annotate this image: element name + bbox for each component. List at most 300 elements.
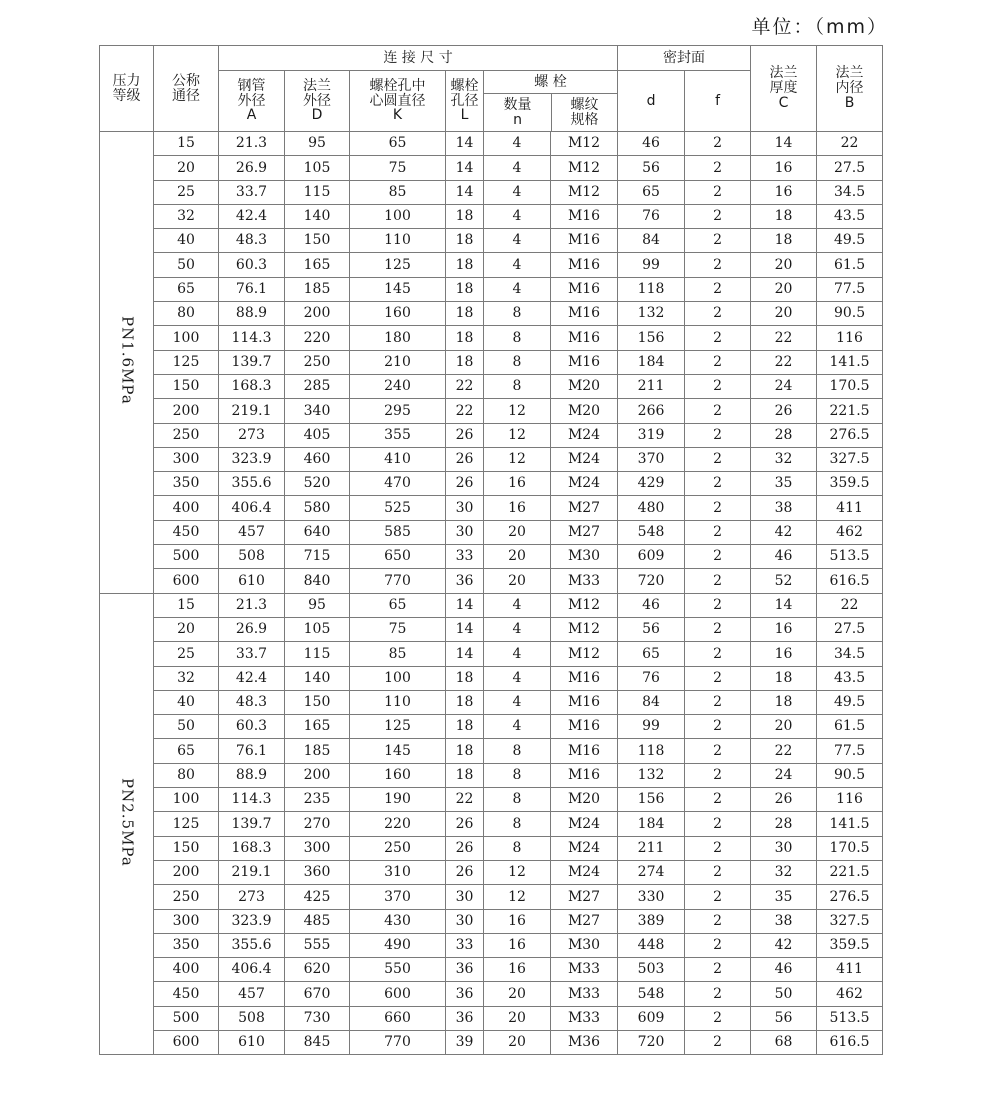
cell-nominal-diameter: 100	[154, 326, 219, 350]
cell-flange-inner-diameter: 27.5	[817, 617, 883, 641]
cell-bolt-circle: 600	[350, 982, 446, 1006]
cell-flange-thickness: 22	[751, 326, 817, 350]
cell-pipe-od: 610	[219, 569, 285, 593]
cell-nominal-diameter: 250	[154, 885, 219, 909]
cell-nominal-diameter: 15	[154, 132, 219, 156]
cell-pipe-od: 33.7	[219, 642, 285, 666]
cell-nominal-diameter: 25	[154, 642, 219, 666]
cell-seal-f: 2	[685, 1030, 751, 1054]
cell-pipe-od: 42.4	[219, 666, 285, 690]
cell-flange-thickness: 18	[751, 690, 817, 714]
cell-seal-d: 56	[618, 617, 685, 641]
cell-nominal-diameter: 65	[154, 277, 219, 301]
cell-bolt-circle: 550	[350, 958, 446, 982]
cell-seal-d: 99	[618, 715, 685, 739]
table-row	[100, 229, 883, 253]
cell-flange-inner-diameter: 462	[817, 520, 883, 544]
cell-flange-thickness: 20	[751, 253, 817, 277]
table-row	[100, 958, 883, 982]
table-row	[100, 569, 883, 593]
cell-flange-od: 270	[285, 812, 350, 836]
cell-nominal-diameter: 100	[154, 788, 219, 812]
cell-bolt-count: 4	[484, 156, 551, 180]
cell-bolt-hole: 33	[446, 933, 484, 957]
cell-nominal-diameter: 125	[154, 812, 219, 836]
cell-bolt-spec: M24	[551, 447, 618, 471]
cell-bolt-hole: 18	[446, 326, 484, 350]
table-row	[100, 447, 883, 471]
cell-bolt-circle: 210	[350, 350, 446, 374]
cell-seal-d: 429	[618, 472, 685, 496]
cell-flange-od: 485	[285, 909, 350, 933]
cell-bolt-hole: 22	[446, 374, 484, 398]
cell-bolt-count: 16	[484, 933, 551, 957]
cell-pipe-od: 139.7	[219, 350, 285, 374]
cell-bolt-circle: 660	[350, 1006, 446, 1030]
cell-nominal-diameter: 300	[154, 909, 219, 933]
cell-seal-d: 99	[618, 253, 685, 277]
cell-seal-d: 330	[618, 885, 685, 909]
cell-pipe-od: 26.9	[219, 156, 285, 180]
cell-bolt-spec: M16	[551, 763, 618, 787]
cell-bolt-spec: M27	[551, 520, 618, 544]
table-row	[100, 423, 883, 447]
cell-bolt-count: 8	[484, 812, 551, 836]
cell-seal-d: 609	[618, 545, 685, 569]
cell-nominal-diameter: 32	[154, 204, 219, 228]
cell-flange-thickness: 18	[751, 229, 817, 253]
cell-flange-od: 845	[285, 1030, 350, 1054]
table-row	[100, 715, 883, 739]
cell-flange-od: 165	[285, 253, 350, 277]
cell-bolt-hole: 14	[446, 156, 484, 180]
cell-nominal-diameter: 15	[154, 593, 219, 617]
cell-pipe-od: 406.4	[219, 496, 285, 520]
cell-bolt-hole: 26	[446, 812, 484, 836]
cell-flange-inner-diameter: 34.5	[817, 180, 883, 204]
cell-flange-thickness: 32	[751, 860, 817, 884]
cell-seal-d: 132	[618, 302, 685, 326]
cell-pipe-od: 355.6	[219, 933, 285, 957]
cell-bolt-spec: M33	[551, 958, 618, 982]
cell-nominal-diameter: 150	[154, 374, 219, 398]
cell-bolt-hole: 36	[446, 569, 484, 593]
table-row	[100, 617, 883, 641]
cell-flange-od: 840	[285, 569, 350, 593]
cell-seal-d: 548	[618, 982, 685, 1006]
cell-bolt-circle: 295	[350, 399, 446, 423]
cell-seal-f: 2	[685, 496, 751, 520]
table-row	[100, 836, 883, 860]
cell-nominal-diameter: 25	[154, 180, 219, 204]
cell-bolt-circle: 110	[350, 229, 446, 253]
cell-seal-d: 609	[618, 1006, 685, 1030]
header-bolts	[484, 71, 618, 132]
cell-pipe-od: 60.3	[219, 715, 285, 739]
cell-flange-thickness: 46	[751, 545, 817, 569]
cell-nominal-diameter: 450	[154, 982, 219, 1006]
cell-bolt-spec: M20	[551, 399, 618, 423]
cell-nominal-diameter: 125	[154, 350, 219, 374]
cell-flange-od: 555	[285, 933, 350, 957]
cell-pipe-od: 508	[219, 545, 285, 569]
cell-flange-inner-diameter: 90.5	[817, 302, 883, 326]
table-row	[100, 885, 883, 909]
header-nominal-diameter: 公称 通径	[154, 46, 219, 132]
cell-bolt-hole: 14	[446, 617, 484, 641]
cell-nominal-diameter: 300	[154, 447, 219, 471]
cell-flange-od: 425	[285, 885, 350, 909]
cell-seal-f: 2	[685, 132, 751, 156]
cell-seal-f: 2	[685, 277, 751, 301]
cell-flange-thickness: 24	[751, 763, 817, 787]
cell-flange-thickness: 16	[751, 642, 817, 666]
cell-bolt-spec: M20	[551, 788, 618, 812]
cell-bolt-circle: 470	[350, 472, 446, 496]
cell-bolt-spec: M33	[551, 569, 618, 593]
cell-pipe-od: 114.3	[219, 326, 285, 350]
table-row	[100, 326, 883, 350]
cell-pipe-od: 88.9	[219, 763, 285, 787]
cell-nominal-diameter: 32	[154, 666, 219, 690]
cell-bolt-circle: 160	[350, 302, 446, 326]
cell-flange-inner-diameter: 170.5	[817, 374, 883, 398]
header-bolt-circle: 螺栓孔中 心圆直径 K	[350, 71, 446, 132]
table-row	[100, 204, 883, 228]
table-row	[100, 302, 883, 326]
header-sealing-face: 密封面	[618, 46, 751, 71]
cell-pipe-od: 273	[219, 885, 285, 909]
cell-nominal-diameter: 250	[154, 423, 219, 447]
cell-seal-f: 2	[685, 617, 751, 641]
cell-seal-d: 84	[618, 690, 685, 714]
cell-pipe-od: 508	[219, 1006, 285, 1030]
cell-seal-f: 2	[685, 520, 751, 544]
table-row	[100, 933, 883, 957]
cell-flange-inner-diameter: 49.5	[817, 690, 883, 714]
cell-bolt-hole: 36	[446, 1006, 484, 1030]
cell-bolt-count: 20	[484, 545, 551, 569]
cell-flange-inner-diameter: 170.5	[817, 836, 883, 860]
cell-bolt-circle: 370	[350, 885, 446, 909]
cell-flange-thickness: 20	[751, 277, 817, 301]
cell-flange-thickness: 38	[751, 909, 817, 933]
cell-flange-od: 360	[285, 860, 350, 884]
cell-bolt-circle: 145	[350, 739, 446, 763]
cell-bolt-circle: 100	[350, 666, 446, 690]
cell-nominal-diameter: 600	[154, 1030, 219, 1054]
cell-bolt-spec: M16	[551, 350, 618, 374]
flange-spec-table	[99, 45, 883, 1055]
cell-pipe-od: 457	[219, 520, 285, 544]
cell-flange-od: 285	[285, 374, 350, 398]
cell-bolt-hole: 14	[446, 593, 484, 617]
cell-bolt-circle: 310	[350, 860, 446, 884]
cell-nominal-diameter: 200	[154, 860, 219, 884]
cell-flange-od: 730	[285, 1006, 350, 1030]
cell-flange-inner-diameter: 49.5	[817, 229, 883, 253]
cell-bolt-hole: 18	[446, 715, 484, 739]
cell-flange-inner-diameter: 61.5	[817, 253, 883, 277]
cell-flange-od: 140	[285, 666, 350, 690]
cell-flange-od: 620	[285, 958, 350, 982]
cell-bolt-spec: M24	[551, 423, 618, 447]
cell-bolt-count: 12	[484, 423, 551, 447]
cell-pipe-od: 323.9	[219, 447, 285, 471]
cell-bolt-spec: M24	[551, 860, 618, 884]
cell-pipe-od: 168.3	[219, 836, 285, 860]
cell-bolt-circle: 85	[350, 180, 446, 204]
cell-seal-d: 503	[618, 958, 685, 982]
table-row	[100, 788, 883, 812]
cell-nominal-diameter: 500	[154, 545, 219, 569]
cell-seal-f: 2	[685, 666, 751, 690]
table-row	[100, 132, 883, 156]
cell-pipe-od: 610	[219, 1030, 285, 1054]
cell-bolt-circle: 585	[350, 520, 446, 544]
cell-flange-od: 235	[285, 788, 350, 812]
cell-flange-inner-diameter: 411	[817, 496, 883, 520]
cell-bolt-circle: 145	[350, 277, 446, 301]
cell-bolt-count: 4	[484, 666, 551, 690]
cell-seal-f: 2	[685, 739, 751, 763]
table-row	[100, 472, 883, 496]
cell-pipe-od: 21.3	[219, 593, 285, 617]
cell-seal-f: 2	[685, 860, 751, 884]
cell-flange-inner-diameter: 616.5	[817, 1030, 883, 1054]
cell-bolt-circle: 100	[350, 204, 446, 228]
cell-flange-thickness: 14	[751, 593, 817, 617]
cell-seal-d: 65	[618, 180, 685, 204]
cell-flange-inner-diameter: 22	[817, 593, 883, 617]
unit-label: 单位：（mm）	[751, 16, 888, 38]
cell-flange-od: 140	[285, 204, 350, 228]
cell-flange-od: 105	[285, 617, 350, 641]
cell-flange-thickness: 35	[751, 472, 817, 496]
cell-seal-f: 2	[685, 447, 751, 471]
cell-seal-f: 2	[685, 812, 751, 836]
cell-bolt-count: 4	[484, 204, 551, 228]
table-row	[100, 763, 883, 787]
cell-bolt-count: 8	[484, 788, 551, 812]
cell-bolt-count: 20	[484, 1006, 551, 1030]
cell-flange-thickness: 26	[751, 788, 817, 812]
table-row	[100, 860, 883, 884]
cell-bolt-spec: M12	[551, 132, 618, 156]
cell-flange-thickness: 52	[751, 569, 817, 593]
cell-flange-inner-diameter: 141.5	[817, 350, 883, 374]
header-seal-d: d	[618, 71, 685, 132]
table-body	[100, 132, 883, 1055]
cell-bolt-hole: 36	[446, 982, 484, 1006]
cell-bolt-hole: 14	[446, 180, 484, 204]
cell-flange-inner-diameter: 43.5	[817, 204, 883, 228]
table-row	[100, 545, 883, 569]
cell-bolt-count: 12	[484, 860, 551, 884]
cell-flange-inner-diameter: 61.5	[817, 715, 883, 739]
cell-bolt-spec: M16	[551, 739, 618, 763]
cell-bolt-count: 12	[484, 399, 551, 423]
cell-bolt-count: 8	[484, 350, 551, 374]
cell-bolt-circle: 65	[350, 593, 446, 617]
cell-nominal-diameter: 80	[154, 302, 219, 326]
header-bolt-spec: 螺纹 规格	[570, 96, 599, 128]
cell-bolt-spec: M30	[551, 545, 618, 569]
cell-seal-f: 2	[685, 642, 751, 666]
cell-bolt-count: 16	[484, 958, 551, 982]
cell-flange-od: 580	[285, 496, 350, 520]
cell-flange-inner-diameter: 462	[817, 982, 883, 1006]
cell-pipe-od: 406.4	[219, 958, 285, 982]
cell-pipe-od: 168.3	[219, 374, 285, 398]
cell-bolt-hole: 26	[446, 860, 484, 884]
table-row	[100, 180, 883, 204]
table-row	[100, 666, 883, 690]
cell-seal-d: 184	[618, 350, 685, 374]
cell-pipe-od: 60.3	[219, 253, 285, 277]
cell-bolt-spec: M24	[551, 836, 618, 860]
cell-flange-od: 165	[285, 715, 350, 739]
header-bolt-hole: 螺栓 孔径 L	[446, 71, 484, 132]
cell-flange-inner-diameter: 34.5	[817, 642, 883, 666]
cell-bolt-spec: M27	[551, 885, 618, 909]
cell-pipe-od: 355.6	[219, 472, 285, 496]
cell-flange-thickness: 32	[751, 447, 817, 471]
cell-bolt-count: 4	[484, 253, 551, 277]
cell-bolt-spec: M16	[551, 204, 618, 228]
cell-bolt-count: 8	[484, 836, 551, 860]
cell-flange-od: 200	[285, 302, 350, 326]
cell-pipe-od: 76.1	[219, 277, 285, 301]
cell-pipe-od: 88.9	[219, 302, 285, 326]
cell-bolt-circle: 770	[350, 1030, 446, 1054]
table-row	[100, 690, 883, 714]
cell-bolt-hole: 33	[446, 545, 484, 569]
cell-bolt-circle: 220	[350, 812, 446, 836]
cell-flange-thickness: 16	[751, 617, 817, 641]
cell-seal-d: 211	[618, 374, 685, 398]
cell-flange-thickness: 28	[751, 423, 817, 447]
cell-bolt-hole: 18	[446, 204, 484, 228]
cell-seal-d: 56	[618, 156, 685, 180]
cell-pipe-od: 33.7	[219, 180, 285, 204]
cell-flange-inner-diameter: 141.5	[817, 812, 883, 836]
cell-seal-d: 480	[618, 496, 685, 520]
cell-seal-f: 2	[685, 982, 751, 1006]
cell-seal-f: 2	[685, 253, 751, 277]
cell-flange-thickness: 68	[751, 1030, 817, 1054]
header-flange-od: 法兰 外径 D	[285, 71, 350, 132]
cell-bolt-hole: 18	[446, 739, 484, 763]
cell-flange-thickness: 46	[751, 958, 817, 982]
cell-seal-d: 184	[618, 812, 685, 836]
table-row	[100, 374, 883, 398]
table-row	[100, 593, 883, 617]
cell-flange-inner-diameter: 221.5	[817, 860, 883, 884]
cell-bolt-spec: M27	[551, 496, 618, 520]
cell-nominal-diameter: 400	[154, 496, 219, 520]
cell-seal-d: 46	[618, 132, 685, 156]
cell-seal-f: 2	[685, 326, 751, 350]
cell-bolt-spec: M16	[551, 715, 618, 739]
header-connection-dimensions: 连 接 尺 寸	[219, 46, 618, 71]
cell-bolt-circle: 160	[350, 763, 446, 787]
table-row	[100, 739, 883, 763]
cell-seal-d: 76	[618, 666, 685, 690]
cell-flange-inner-diameter: 27.5	[817, 156, 883, 180]
cell-flange-inner-diameter: 276.5	[817, 423, 883, 447]
cell-bolt-circle: 525	[350, 496, 446, 520]
header-pressure-grade: 压力 等级	[100, 46, 154, 132]
cell-nominal-diameter: 50	[154, 715, 219, 739]
cell-seal-d: 720	[618, 569, 685, 593]
table-row	[100, 909, 883, 933]
cell-flange-inner-diameter: 221.5	[817, 399, 883, 423]
cell-flange-thickness: 18	[751, 204, 817, 228]
cell-bolt-hole: 18	[446, 666, 484, 690]
cell-seal-f: 2	[685, 302, 751, 326]
cell-bolt-count: 8	[484, 374, 551, 398]
cell-bolt-count: 12	[484, 885, 551, 909]
cell-seal-f: 2	[685, 690, 751, 714]
pressure-grade-cell: PN2.5MPa	[100, 593, 154, 1055]
cell-seal-f: 2	[685, 229, 751, 253]
cell-flange-inner-diameter: 77.5	[817, 739, 883, 763]
cell-bolt-circle: 250	[350, 836, 446, 860]
table-row	[100, 156, 883, 180]
cell-bolt-count: 4	[484, 690, 551, 714]
cell-bolt-count: 4	[484, 642, 551, 666]
cell-bolt-count: 4	[484, 229, 551, 253]
cell-seal-f: 2	[685, 909, 751, 933]
cell-flange-od: 115	[285, 642, 350, 666]
cell-seal-f: 2	[685, 374, 751, 398]
cell-seal-d: 211	[618, 836, 685, 860]
cell-seal-d: 46	[618, 593, 685, 617]
cell-bolt-spec: M30	[551, 933, 618, 957]
cell-flange-od: 185	[285, 739, 350, 763]
pressure-grade-cell: PN1.6MPa	[100, 132, 154, 594]
cell-bolt-count: 4	[484, 180, 551, 204]
cell-flange-inner-diameter: 327.5	[817, 909, 883, 933]
cell-nominal-diameter: 20	[154, 156, 219, 180]
cell-seal-d: 720	[618, 1030, 685, 1054]
cell-flange-od: 670	[285, 982, 350, 1006]
table-row	[100, 253, 883, 277]
cell-bolt-circle: 355	[350, 423, 446, 447]
cell-nominal-diameter: 400	[154, 958, 219, 982]
cell-seal-d: 274	[618, 860, 685, 884]
cell-bolt-count: 8	[484, 326, 551, 350]
header-bolts-title: 螺 栓	[484, 71, 617, 94]
cell-nominal-diameter: 600	[154, 569, 219, 593]
cell-flange-thickness: 18	[751, 666, 817, 690]
cell-nominal-diameter: 500	[154, 1006, 219, 1030]
cell-flange-od: 150	[285, 229, 350, 253]
cell-flange-inner-diameter: 327.5	[817, 447, 883, 471]
cell-flange-inner-diameter: 276.5	[817, 885, 883, 909]
cell-bolt-hole: 26	[446, 836, 484, 860]
cell-seal-f: 2	[685, 836, 751, 860]
cell-bolt-circle: 125	[350, 253, 446, 277]
cell-flange-od: 115	[285, 180, 350, 204]
cell-bolt-circle: 110	[350, 690, 446, 714]
cell-seal-f: 2	[685, 958, 751, 982]
cell-bolt-hole: 22	[446, 399, 484, 423]
cell-flange-thickness: 16	[751, 180, 817, 204]
cell-flange-inner-diameter: 77.5	[817, 277, 883, 301]
cell-bolt-count: 20	[484, 982, 551, 1006]
